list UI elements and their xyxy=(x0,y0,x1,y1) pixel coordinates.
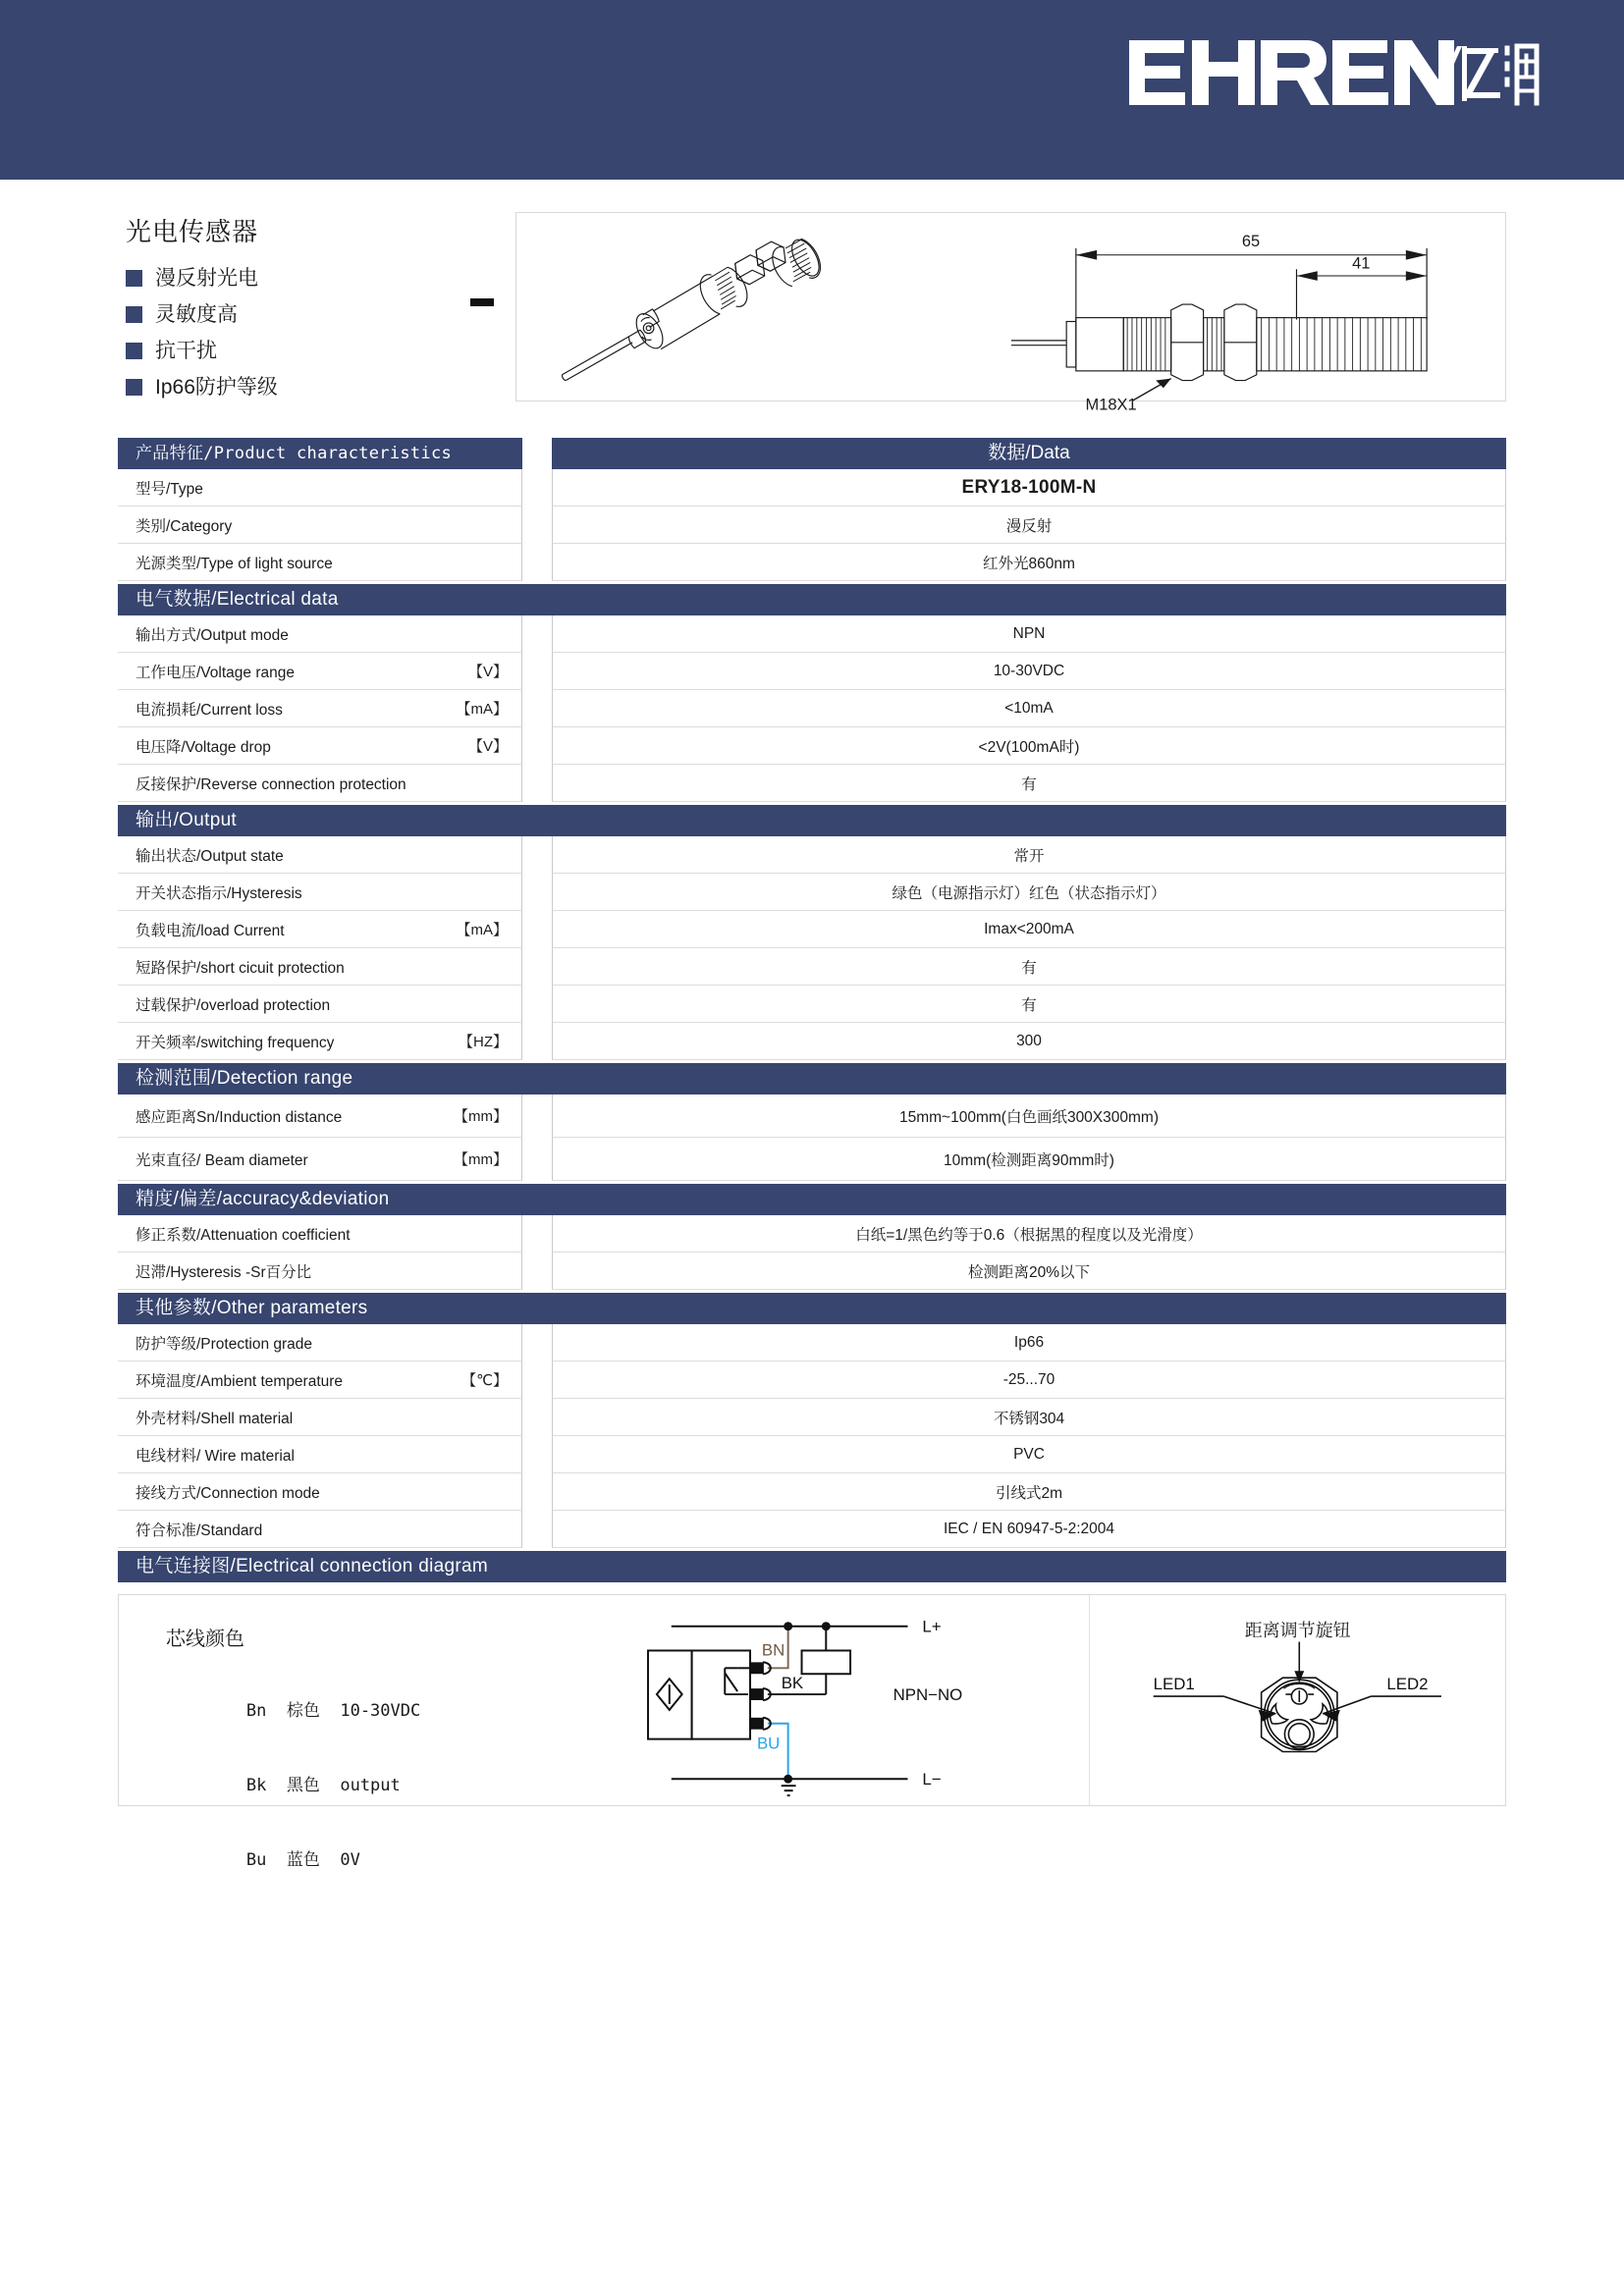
brand-logo xyxy=(1127,33,1540,122)
table-row xyxy=(118,1023,1506,1060)
row-value: <10mA xyxy=(552,690,1506,727)
row-value: 有 xyxy=(552,765,1506,802)
table-row xyxy=(118,1511,1506,1548)
table-row xyxy=(118,544,1506,581)
row-label: 感应距离Sn/Induction distance xyxy=(135,1108,343,1126)
row-label: 光束直径/ Beam diameter xyxy=(135,1151,308,1169)
row-unit: 【V】 xyxy=(467,664,508,680)
row-label: 负载电流/load Current xyxy=(135,922,285,939)
wire-color-name: 棕色 xyxy=(286,1701,320,1721)
row-label-cell xyxy=(118,690,522,727)
table-row xyxy=(118,615,1506,653)
row-value: 绿色（电源指示灯）红色（状态指示灯） xyxy=(552,874,1506,911)
row-value: 红外光860nm xyxy=(552,544,1506,581)
table-row xyxy=(118,1215,1506,1253)
table-row xyxy=(118,727,1506,765)
row-label: 电压降/Voltage drop xyxy=(135,738,271,756)
row-label-cell xyxy=(118,1436,522,1473)
row-label: 修正系数/Attenuation coefficient xyxy=(135,1226,351,1244)
led1-label: LED1 xyxy=(1154,1675,1196,1694)
wire-function: 10-30VDC xyxy=(340,1701,421,1721)
row-unit: 【mA】 xyxy=(456,701,508,718)
feature-item xyxy=(126,341,407,361)
table-row xyxy=(118,1095,1506,1138)
table-row xyxy=(118,1324,1506,1362)
row-label-cell xyxy=(118,948,522,986)
table-row xyxy=(118,1138,1506,1181)
row-label: 外壳材料/Shell material xyxy=(135,1410,294,1427)
schematic-label-l-positive: L+ xyxy=(922,1617,942,1636)
feature-label: 漫反射光电 xyxy=(155,267,258,290)
schematic-output-type: NPN−NO xyxy=(893,1685,963,1704)
wire-color-legend xyxy=(119,1595,590,1870)
page-header xyxy=(0,0,1624,180)
row-label-cell xyxy=(118,1473,522,1511)
knob-label: 距离调节旋钮 xyxy=(1244,1621,1351,1640)
dimension-thread-length: 41 xyxy=(1351,254,1370,273)
table-header-row xyxy=(118,438,1506,469)
table-row xyxy=(118,948,1506,986)
schematic-label-bu: BU xyxy=(757,1734,781,1753)
row-label: 接线方式/Connection mode xyxy=(135,1484,320,1502)
row-label-cell xyxy=(118,911,522,948)
row-value: 10mm(检测距离90mm时) xyxy=(552,1138,1506,1181)
dimension-overall-length: 65 xyxy=(1241,233,1260,251)
bullet-square-icon xyxy=(126,343,142,359)
row-label-cell xyxy=(118,986,522,1023)
section-heading-connection-diagram: 电气连接图/Electrical connection diagram xyxy=(118,1551,1506,1582)
row-unit: 【mm】 xyxy=(454,1151,508,1168)
specification-table xyxy=(118,438,1506,1582)
row-value: NPN xyxy=(552,615,1506,653)
column-header-data: 数据/Data xyxy=(552,438,1506,469)
bullet-square-icon xyxy=(126,270,142,287)
row-value: 常开 xyxy=(552,836,1506,874)
ce-mark-icon xyxy=(407,212,515,413)
row-value: IEC / EN 60947-5-2:2004 xyxy=(552,1511,1506,1548)
table-row xyxy=(118,690,1506,727)
product-overview xyxy=(118,212,1506,413)
row-label: 工作电压/Voltage range xyxy=(135,664,295,681)
led2-label: LED2 xyxy=(1386,1675,1429,1694)
bullet-square-icon xyxy=(126,306,142,323)
row-label-cell xyxy=(118,1253,522,1290)
row-label-cell xyxy=(118,1362,522,1399)
wire-code: Bk xyxy=(245,1776,267,1795)
section-heading-electrical-data: 电气数据/Electrical data xyxy=(118,584,1506,615)
section-heading-other-parameters: 其他参数/Other parameters xyxy=(118,1293,1506,1324)
table-row xyxy=(118,1436,1506,1473)
feature-item xyxy=(126,377,407,398)
row-label: 类别/Category xyxy=(135,517,233,535)
row-label: 开关频率/switching frequency xyxy=(135,1034,335,1051)
wire-color-name: 黑色 xyxy=(286,1776,320,1795)
schematic-label-bn: BN xyxy=(761,1640,785,1660)
row-value: Ip66 xyxy=(552,1324,1506,1362)
sensor-isometric-drawing xyxy=(516,213,1011,400)
row-label-cell xyxy=(118,1324,522,1362)
wire-color-name: 蓝色 xyxy=(286,1850,320,1870)
row-label: 输出方式/Output mode xyxy=(135,626,289,644)
row-value: 15mm~100mm(白色画纸300X300mm) xyxy=(552,1095,1506,1138)
row-unit: 【mm】 xyxy=(454,1108,508,1125)
row-value: -25...70 xyxy=(552,1362,1506,1399)
row-label-cell xyxy=(118,727,522,765)
row-unit: 【mA】 xyxy=(456,922,508,938)
row-label: 光源类型/Type of light source xyxy=(135,555,333,572)
section-heading-output: 输出/Output xyxy=(118,805,1506,836)
wire-code: Bn xyxy=(245,1701,267,1721)
wiring-schematic xyxy=(590,1595,1089,1805)
sensor-rear-view xyxy=(1089,1595,1505,1805)
section-heading-accuracy-deviation: 精度/偏差/accuracy&deviation xyxy=(118,1184,1506,1215)
table-row xyxy=(118,469,1506,507)
row-label: 防护等级/Protection grade xyxy=(135,1335,313,1353)
table-row xyxy=(118,1362,1506,1399)
row-label-cell xyxy=(118,653,522,690)
feature-label: 抗干扰 xyxy=(155,340,217,362)
row-label-cell xyxy=(118,874,522,911)
row-label: 电线材料/ Wire material xyxy=(135,1447,295,1465)
row-value: 白纸=1/黑色约等于0.6（根据黑的程度以及光滑度） xyxy=(552,1215,1506,1253)
row-label: 开关状态指示/Hysteresis xyxy=(135,884,302,902)
dimension-drawing xyxy=(1011,213,1506,414)
feature-label: 灵敏度高 xyxy=(155,303,238,326)
row-value: 检测距离20%以下 xyxy=(552,1253,1506,1290)
row-label-cell xyxy=(118,507,522,544)
table-row xyxy=(118,911,1506,948)
table-row xyxy=(118,1473,1506,1511)
feature-label: Ip66防护等级 xyxy=(155,376,278,399)
row-unit: 【℃】 xyxy=(461,1372,508,1389)
row-value: 漫反射 xyxy=(552,507,1506,544)
wire-function: output xyxy=(340,1776,401,1795)
table-row xyxy=(118,874,1506,911)
wire-function: 0V xyxy=(340,1850,360,1870)
row-label: 符合标准/Standard xyxy=(135,1522,263,1539)
row-label: 电流损耗/Current loss xyxy=(135,701,283,719)
feature-item xyxy=(126,268,407,289)
row-label: 输出状态/Output state xyxy=(135,847,284,865)
row-value: Imax<200mA xyxy=(552,911,1506,948)
product-drawings xyxy=(515,212,1506,414)
row-unit: 【V】 xyxy=(467,738,508,755)
row-label: 短路保护/short cicuit protection xyxy=(135,959,345,977)
row-label-cell xyxy=(118,1399,522,1436)
schematic-label-bk: BK xyxy=(781,1674,804,1693)
row-label-cell xyxy=(118,836,522,874)
table-row xyxy=(118,653,1506,690)
section-heading-product-characteristics: 产品特征/Product characteristics xyxy=(118,438,522,469)
section-heading-detection-range: 检测范围/Detection range xyxy=(118,1063,1506,1095)
page-title: 光电传感器 xyxy=(126,217,259,246)
row-label: 反接保护/Reverse connection protection xyxy=(135,775,406,793)
row-label-cell xyxy=(118,1215,522,1253)
wire-legend-row xyxy=(166,1677,590,1740)
row-label-cell xyxy=(118,469,522,507)
row-unit: 【HZ】 xyxy=(459,1034,508,1050)
row-label-cell xyxy=(118,765,522,802)
table-row xyxy=(118,836,1506,874)
wire-code: Bu xyxy=(245,1850,267,1870)
row-label-cell xyxy=(118,1023,522,1060)
row-value: 有 xyxy=(552,948,1506,986)
row-label-cell xyxy=(118,1095,522,1138)
bullet-square-icon xyxy=(126,379,142,396)
thread-spec-label: M18X1 xyxy=(1085,396,1137,414)
row-label-cell xyxy=(118,1511,522,1548)
wire-legend-row xyxy=(166,1826,590,1890)
row-label-cell xyxy=(118,544,522,581)
row-label: 型号/Type xyxy=(135,480,203,498)
wire-legend-row xyxy=(166,1751,590,1815)
table-row xyxy=(118,1399,1506,1436)
connection-diagram-panel xyxy=(118,1594,1506,1870)
schematic-label-l-negative: L− xyxy=(922,1770,942,1789)
row-value: <2V(100mA时) xyxy=(552,727,1506,765)
table-row xyxy=(118,1253,1506,1290)
row-label: 过载保护/overload protection xyxy=(135,996,331,1014)
table-row xyxy=(118,507,1506,544)
row-value: 有 xyxy=(552,986,1506,1023)
table-row xyxy=(118,986,1506,1023)
row-value: 300 xyxy=(552,1023,1506,1060)
wire-color-title: 芯线颜色 xyxy=(166,1629,244,1650)
row-value: 不锈钢304 xyxy=(552,1399,1506,1436)
row-value: PVC xyxy=(552,1436,1506,1473)
row-label: 环境温度/Ambient temperature xyxy=(135,1372,344,1390)
product-info xyxy=(118,212,407,413)
table-row xyxy=(118,765,1506,802)
row-label-cell xyxy=(118,615,522,653)
row-value: 10-30VDC xyxy=(552,653,1506,690)
row-label-cell xyxy=(118,1138,522,1181)
row-value: ERY18-100M-N xyxy=(552,469,1506,507)
row-value: 引线式2m xyxy=(552,1473,1506,1511)
row-label: 迟滞/Hysteresis -Sr百分比 xyxy=(135,1263,312,1281)
feature-item xyxy=(126,304,407,325)
